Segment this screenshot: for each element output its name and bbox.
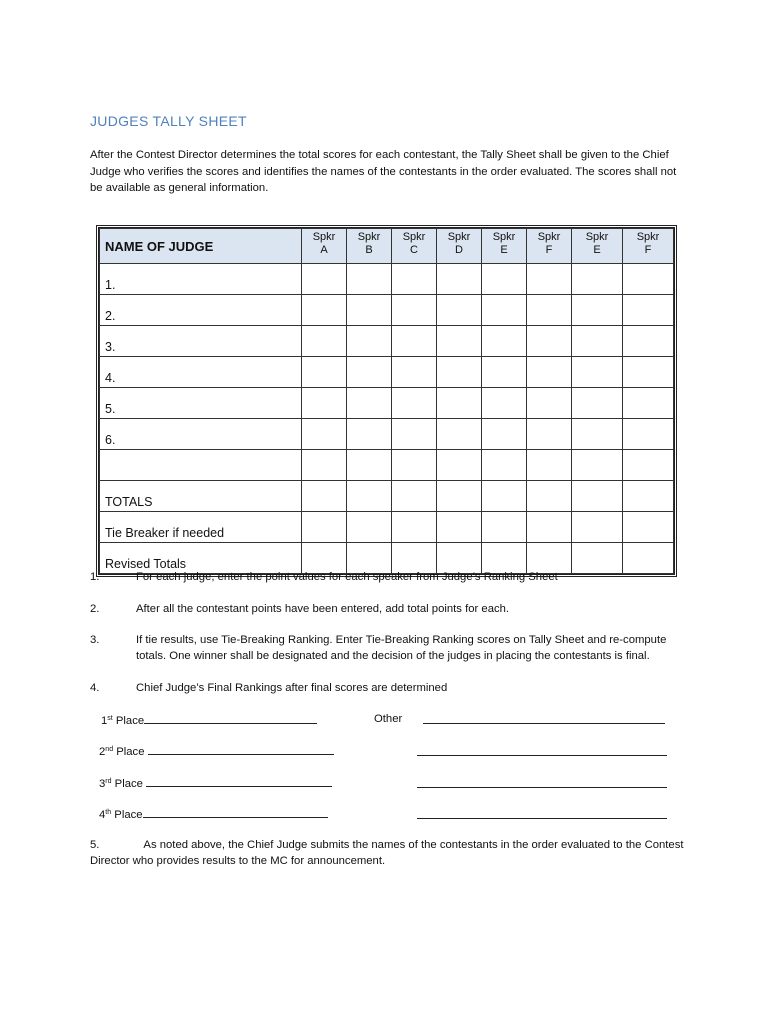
score-cell[interactable] xyxy=(302,419,347,450)
tally-table xyxy=(96,225,677,577)
table-row xyxy=(100,264,674,295)
score-cell[interactable] xyxy=(392,388,437,419)
score-cell[interactable] xyxy=(527,512,572,543)
page-title: JUDGES TALLY SHEET xyxy=(90,113,247,129)
score-cell[interactable] xyxy=(527,481,572,512)
score-cell[interactable] xyxy=(623,419,674,450)
intro-paragraph: After the Contest Director determines the total scores for each contestant, the Tally Sheet shall be given to the Chief Judge who verifies the scores and identifies the names of the contestants in the order evaluated. The scores shall not be available as general information. xyxy=(90,149,677,194)
score-cell[interactable] xyxy=(437,326,482,357)
other-line-2[interactable] xyxy=(417,754,667,756)
judge-name-cell[interactable]: 5. xyxy=(100,388,302,419)
document-page: JUDGES TALLY SHEET After the Contest Director determines the total scores for each contestant, the Tally Sheet shall be given to the Chief Judge who verifies the scores and identifies the names of the contestants in the order evaluated. The scores shall not be available as general information. NAME OF JUDGE Spkr A Spkr B Spkr C Spkr D Spkr E Spkr F Spkr E Spkr F 1. 2. 3. 4. 5. 6. TOTALS Tie Breaker if needed Revised Totals 1. For each judge, enter the point values for each speaker from Judge’s Ranking Sheet 2. After all the contestant points have been entered, add total points for each. 3. If tie results, use Tie-Breaking Ranking. Enter Tie-Breaking Ranking scores on Tally Sheet and re-compute totals. One winner shall be designated and the decision of the judges in placing the contestants is final. 4. Chief Judge’s Final Rankings after final scores are determined 1st Place Other 2nd Place 3rd Place 4th Place 5. As noted above, the Chief Judge submits the names of the contestants in the order evaluated to the Contest Director who provides results to the MC for announcement. xyxy=(0,0,768,1024)
judge-name-cell[interactable]: Tie Breaker if needed xyxy=(100,512,302,543)
score-cell[interactable] xyxy=(347,295,392,326)
final-note: 5. As noted above, the Chief Judge submits the names of the contestants in the order evaluated to the Contest Director who provides results to the MC for announcement. xyxy=(90,839,684,867)
score-cell[interactable] xyxy=(392,419,437,450)
score-cell[interactable] xyxy=(392,264,437,295)
score-cell[interactable] xyxy=(572,450,623,481)
score-cell[interactable] xyxy=(347,419,392,450)
table-row xyxy=(100,326,674,357)
speaker-e-header: Spkr E xyxy=(482,229,527,264)
score-cell[interactable] xyxy=(392,481,437,512)
second-place-line[interactable]: 2nd Place xyxy=(99,743,334,759)
speaker-c-header: Spkr C xyxy=(392,229,437,264)
name-of-judge-header: NAME OF JUDGE xyxy=(100,229,302,264)
score-cell[interactable] xyxy=(572,295,623,326)
score-cell[interactable] xyxy=(392,326,437,357)
score-cell[interactable] xyxy=(392,450,437,481)
score-cell[interactable] xyxy=(302,264,347,295)
judge-name-cell[interactable]: 1. xyxy=(100,264,302,295)
score-cell[interactable] xyxy=(437,357,482,388)
score-cell[interactable] xyxy=(572,264,623,295)
score-cell[interactable] xyxy=(302,450,347,481)
score-cell[interactable] xyxy=(347,450,392,481)
score-cell[interactable] xyxy=(392,295,437,326)
score-cell[interactable] xyxy=(437,295,482,326)
table-row xyxy=(100,419,674,450)
speaker-a-header: Spkr A xyxy=(302,229,347,264)
score-cell[interactable] xyxy=(437,264,482,295)
score-cell[interactable] xyxy=(347,512,392,543)
judge-name-cell[interactable] xyxy=(100,450,302,481)
score-cell[interactable] xyxy=(482,326,527,357)
score-cell[interactable] xyxy=(572,481,623,512)
score-cell[interactable] xyxy=(572,512,623,543)
score-cell[interactable] xyxy=(392,357,437,388)
score-cell[interactable] xyxy=(623,295,674,326)
score-cell[interactable] xyxy=(437,388,482,419)
score-cell[interactable] xyxy=(302,357,347,388)
score-cell[interactable] xyxy=(482,357,527,388)
score-cell[interactable] xyxy=(527,357,572,388)
score-cell[interactable] xyxy=(572,326,623,357)
score-cell[interactable] xyxy=(527,264,572,295)
other-line-3[interactable] xyxy=(417,786,667,788)
score-cell[interactable] xyxy=(302,481,347,512)
score-cell[interactable] xyxy=(572,357,623,388)
speaker-f-header: Spkr F xyxy=(527,229,572,264)
score-cell[interactable] xyxy=(482,450,527,481)
judge-name-cell[interactable]: 4. xyxy=(100,357,302,388)
speaker-d-header: Spkr D xyxy=(437,229,482,264)
score-cell[interactable] xyxy=(437,419,482,450)
score-cell[interactable] xyxy=(482,264,527,295)
other-line-4[interactable] xyxy=(417,817,667,819)
score-cell[interactable] xyxy=(527,295,572,326)
judge-name-cell[interactable]: Revised Totals xyxy=(100,543,302,574)
score-cell[interactable] xyxy=(482,419,527,450)
score-cell[interactable] xyxy=(623,512,674,543)
score-cell[interactable] xyxy=(482,388,527,419)
score-cell[interactable] xyxy=(302,295,347,326)
score-cell[interactable] xyxy=(437,512,482,543)
score-cell[interactable] xyxy=(572,388,623,419)
judge-name-cell[interactable]: 2. xyxy=(100,295,302,326)
speaker-b-header: Spkr B xyxy=(347,229,392,264)
score-cell[interactable] xyxy=(347,326,392,357)
score-cell[interactable] xyxy=(437,481,482,512)
score-cell[interactable] xyxy=(527,450,572,481)
score-cell[interactable] xyxy=(623,481,674,512)
judge-name-cell[interactable]: TOTALS xyxy=(100,481,302,512)
score-cell[interactable] xyxy=(347,264,392,295)
score-cell[interactable] xyxy=(527,326,572,357)
score-cell[interactable] xyxy=(572,419,623,450)
other-line-1[interactable] xyxy=(423,722,665,724)
first-place-line[interactable]: 1st Place xyxy=(101,712,317,728)
other-label: Other xyxy=(374,713,403,725)
judge-name-cell[interactable]: 3. xyxy=(100,326,302,357)
judge-name-cell[interactable]: 6. xyxy=(100,419,302,450)
score-cell[interactable] xyxy=(437,450,482,481)
table-row xyxy=(100,481,674,512)
score-cell[interactable] xyxy=(392,512,437,543)
score-cell[interactable] xyxy=(482,512,527,543)
fourth-place-line[interactable]: 4th Place xyxy=(99,806,328,822)
score-cell[interactable] xyxy=(302,326,347,357)
table-row xyxy=(100,388,674,419)
table-row xyxy=(100,357,674,388)
score-cell[interactable] xyxy=(623,357,674,388)
score-cell[interactable] xyxy=(527,388,572,419)
score-cell[interactable] xyxy=(302,388,347,419)
table-row xyxy=(100,450,674,481)
score-cell[interactable] xyxy=(623,450,674,481)
score-cell[interactable] xyxy=(347,481,392,512)
score-cell[interactable] xyxy=(623,264,674,295)
table-row xyxy=(100,295,674,326)
third-place-line[interactable]: 3rd Place xyxy=(99,775,332,791)
table-row xyxy=(100,512,674,543)
score-cell[interactable] xyxy=(623,388,674,419)
score-cell[interactable] xyxy=(302,512,347,543)
score-cell[interactable] xyxy=(527,419,572,450)
speaker-f2-header: Spkr F xyxy=(623,229,674,264)
table-header-row xyxy=(100,229,674,264)
score-cell[interactable] xyxy=(623,326,674,357)
score-cell[interactable] xyxy=(482,295,527,326)
score-cell[interactable] xyxy=(347,357,392,388)
score-cell[interactable] xyxy=(482,481,527,512)
speaker-e2-header: Spkr E xyxy=(572,229,623,264)
score-cell[interactable] xyxy=(347,388,392,419)
